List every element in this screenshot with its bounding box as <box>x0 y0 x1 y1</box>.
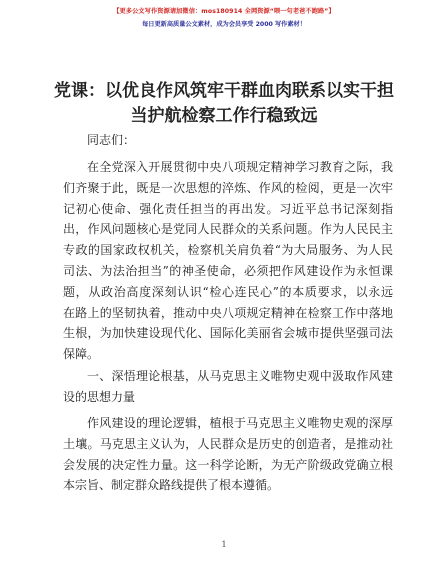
text-line: 作风建设的理论逻辑，植根于马克思主义唯物史观的深厚 <box>87 416 393 430</box>
text-line: 保障。 <box>63 347 100 362</box>
paragraph-theory <box>63 413 393 496</box>
header-banner-blue[interactable]: 每日更新高质量公文素材，成为会员享受 2000 写作素材！ <box>142 21 306 28</box>
text-line: 们齐聚于此，既是一次思想的淬炼、作风的检阅，更是一次牢 <box>63 180 393 195</box>
header-banner-red[interactable]: 【更多公文写作资源请加微信：mos180914 全网资源“喂一句老爸不跑路”】 <box>113 8 335 15</box>
text-line: 专政的国家政权机关，检察机关肩负着“为大局服务、为人民 <box>63 243 393 258</box>
text-line: 在全党深入开展贯彻中央八项规定精神学习教育之际，我 <box>87 160 393 174</box>
document-title-line-1: 党课：以优良作风筑牢干群血肉联系以实干担 <box>54 81 394 101</box>
text-line: 司法、为法治担当”的神圣使命，必须把作风建设作为永恒课 <box>63 263 393 278</box>
salutation: 同志们： <box>87 133 136 147</box>
text-line: 题，从政治高度深刻认识“检心连民心”的本质要求，以永远 <box>63 284 393 299</box>
text-line: 一、深悟理论根基，从马克思主义唯物史观中汲取作风建 <box>87 369 393 383</box>
page-number: 1 <box>221 540 227 549</box>
text-line: 土壤。马克思主义认为，人民群众是历史的创造者，是推动社 <box>63 436 393 451</box>
text-line: 出，作风问题核心是党同人民群众的关系问题。作为人民民主 <box>63 222 393 237</box>
text-line: 在路上的坚韧执着，推动中央八项规定精神在检察工作中落地 <box>63 305 393 320</box>
paragraph-intro <box>63 157 393 365</box>
document-title-line-2: 当护航检察工作行稳致远 <box>130 106 318 126</box>
section-heading-1 <box>63 366 393 408</box>
text-line: 会发展的决定性力量。这一科学论断，为无产阶级政党确立根 <box>63 457 393 472</box>
text-line: 本宗旨、制定群众路线提供了根本遵循。 <box>63 478 280 493</box>
text-line: 记初心使命、强化责任担当的再出发。习近平总书记深刻指 <box>63 201 393 216</box>
text-line: 生根，为加快建设现代化、国际化美丽省会城市提供坚强司法 <box>63 326 393 341</box>
text-line: 设的思想力量 <box>63 389 136 404</box>
